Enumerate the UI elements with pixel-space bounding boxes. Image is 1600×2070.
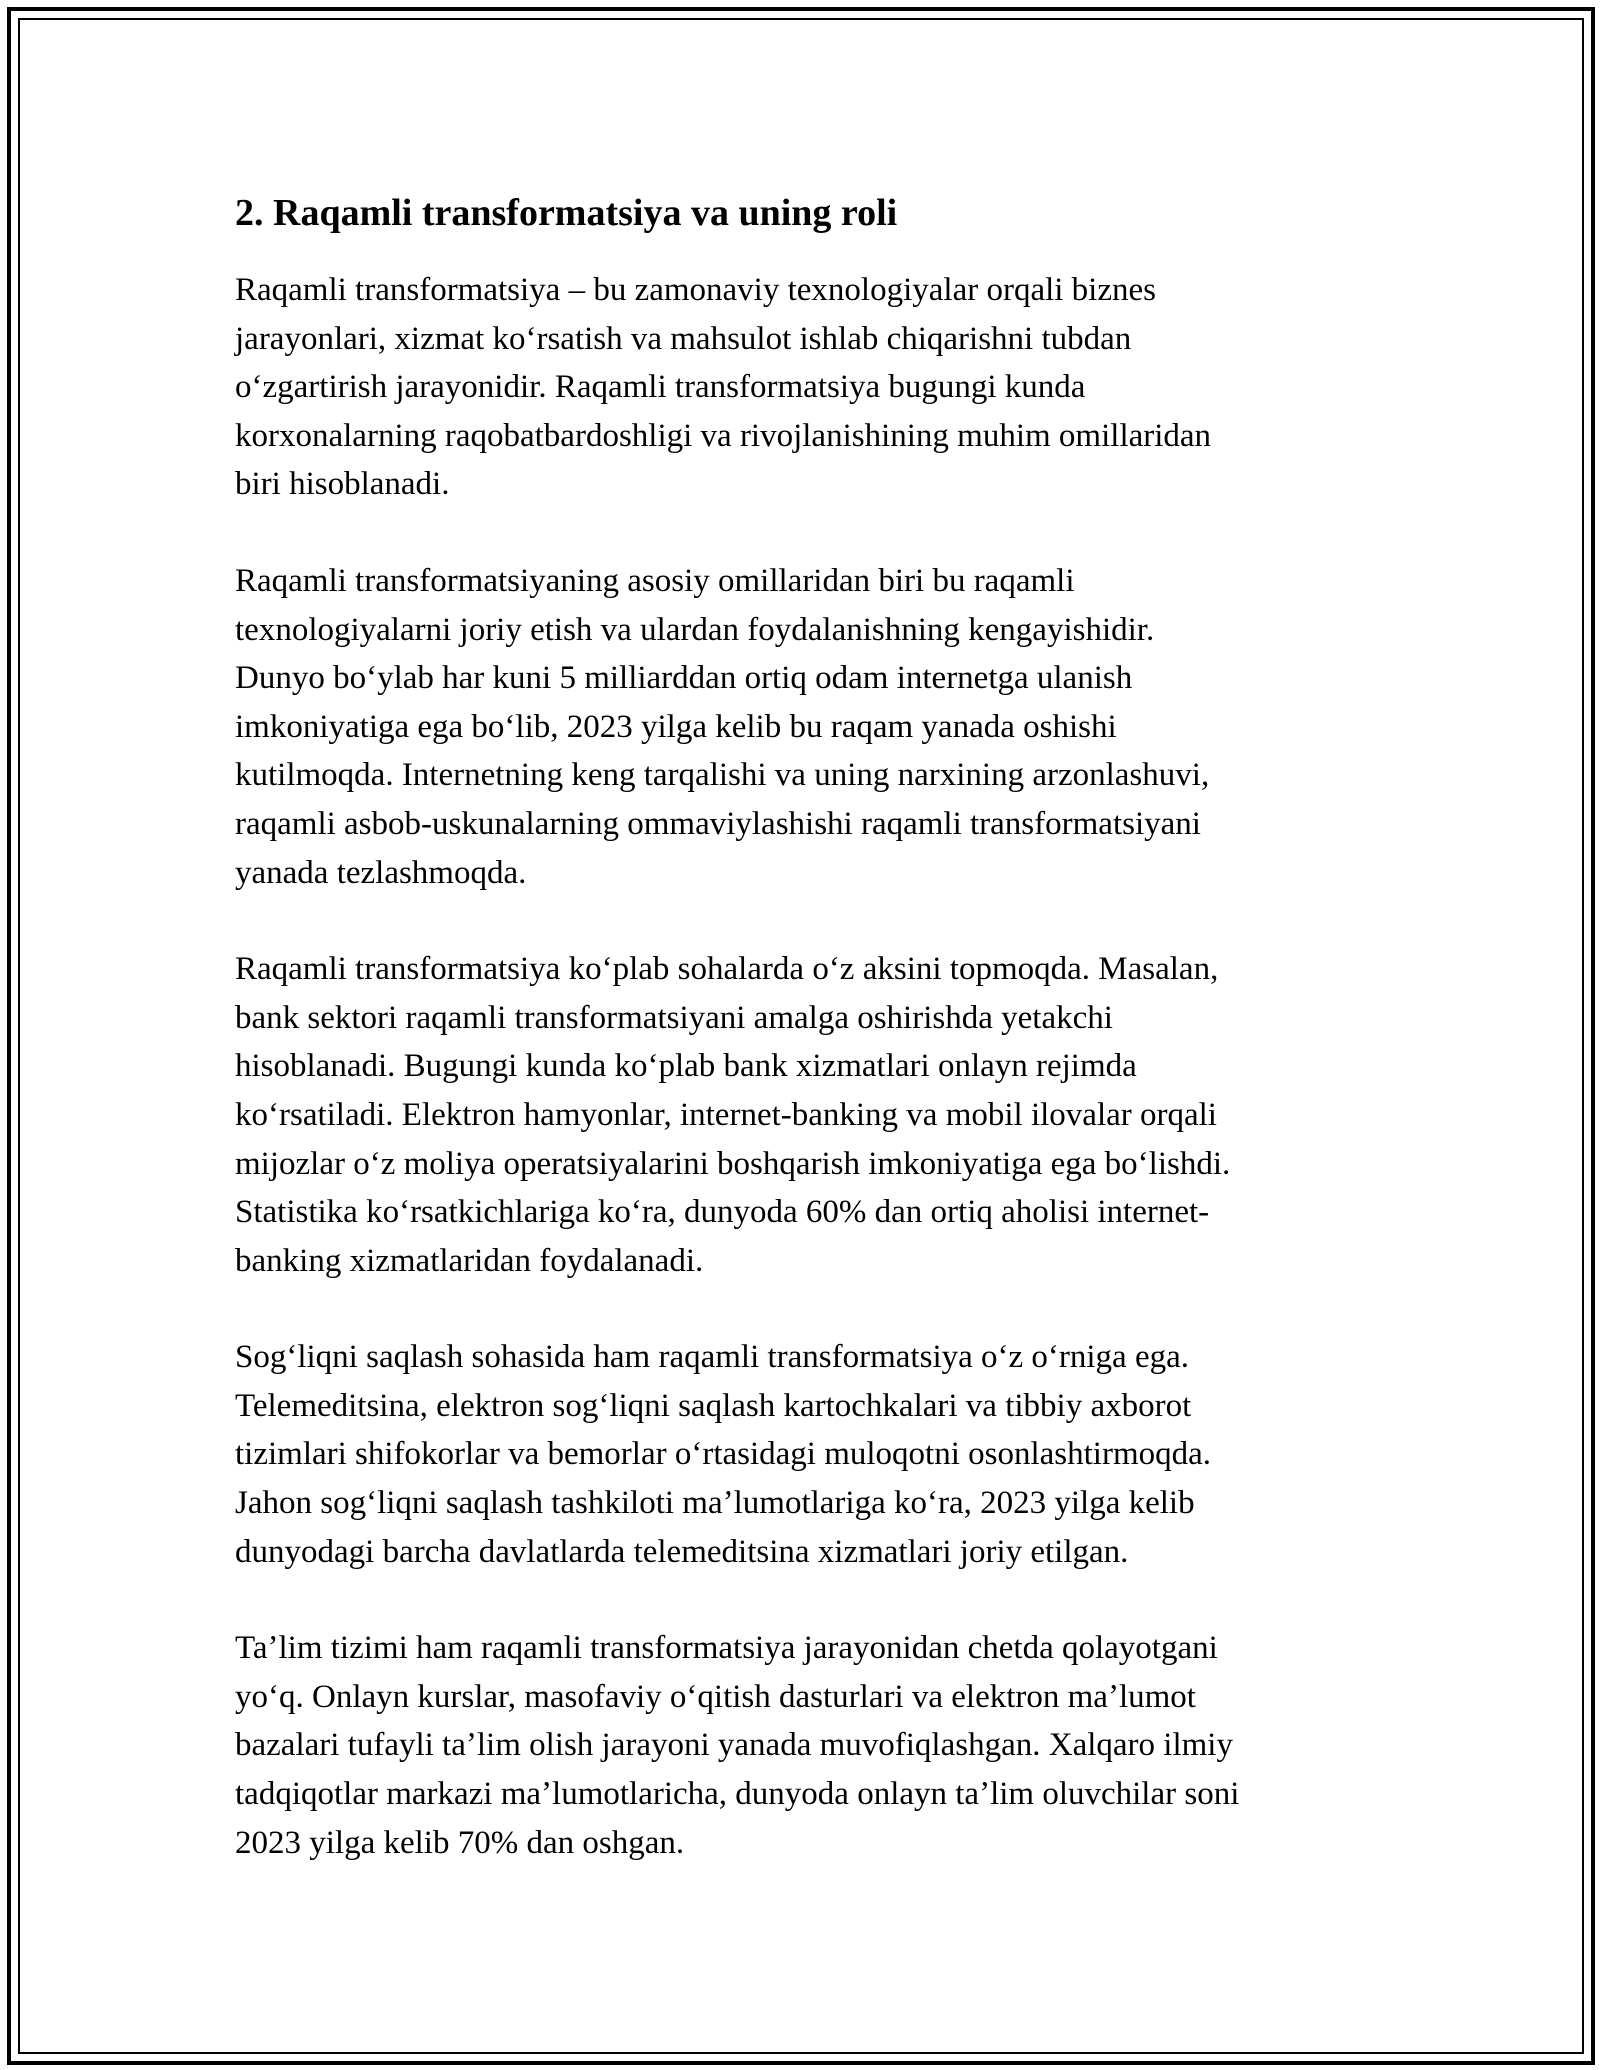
paragraph-banking: Raqamli transformatsiya koʻplab sohalarda oʻz aksini topmoqda. Masalan, bank sektori raqamli transformatsiyani amalga oshirishda yetakchi hisoblanadi. Bugungi kunda koʻplab bank xizmatlari onlayn rejimda koʻrsatiladi. Elektron hamyonlar, internet-banking va mobil ilovalar orqali mijozlar oʻz moliya operatsiyalarini boshqarish imkoniyatiga ega boʻlishdi. Statistika koʻrsatkichlariga koʻra, dunyoda 60% dan ortiq aholisi internet- banking xizmatlaridan foydalanadi. bbox=[235, 951, 1231, 1279]
document-body bbox=[235, 188, 1355, 1915]
paragraph-internet-growth: Raqamli transformatsiyaning asosiy omillaridan biri bu raqamli texnologiyalarni joriy etish va ulardan foydalanishning kengayishidir. Dunyo boʻylab har kuni 5 milliarddan ortiq odam internetga ulanish imkoniyatiga ega boʻlib, 2023 yilga kelib bu raqam yanada oshishi kutilmoqda. Internetning keng tarqalishi va uning narxining arzonlashuvi, raqamli asbob-uskunalarning ommaviylashishi raqamli transformatsiyani yanada tezlashmoqda. bbox=[235, 562, 1210, 891]
section-heading: 2. Raqamli transformatsiya va uning roli bbox=[235, 192, 898, 234]
paragraph-healthcare: Sogʻliqni saqlash sohasida ham raqamli transformatsiya oʻz oʻrniga ega. Telemeditsina, elektron sogʻliqni saqlash kartochkalari va tibbiy axborot tizimlari shifokorlar va bemorlar oʻrtasidagi muloqotni osonlashtirmoqda. Jahon sogʻliqni saqlash tashkiloti maʼlumotlariga koʻra, 2023 yilga kelib dunyodagi barcha davlatlarda telemeditsina xizmatlari joriy etilgan. bbox=[235, 1339, 1212, 1570]
paragraph-education: Taʼlim tizimi ham raqamli transformatsiya jarayonidan chetda qolayotgani yoʻq. Onlayn kurslar, masofaviy oʻqitish dasturlari va elektron maʼlumot bazalari tufayli taʼlim olish jarayoni yanada muvofiqlashgan. Xalqaro ilmiy tadqiqotlar markazi maʼlumotlaricha, dunyoda onlayn taʼlim oluvchilar soni 2023 yilga kelib 70% dan oshgan. bbox=[235, 1630, 1240, 1861]
paragraph-definition: Raqamli transformatsiya – bu zamonaviy texnologiyalar orqali biznes jarayonlari, xizmat koʻrsatish va mahsulot ishlab chiqarishni tubdan oʻzgartirish jarayonidir. Raqamli transformatsiya bugungi kunda korxonalarning raqobatbardoshligi va rivojlanishining muhim omillaridan biri hisoblanadi. bbox=[235, 272, 1212, 503]
